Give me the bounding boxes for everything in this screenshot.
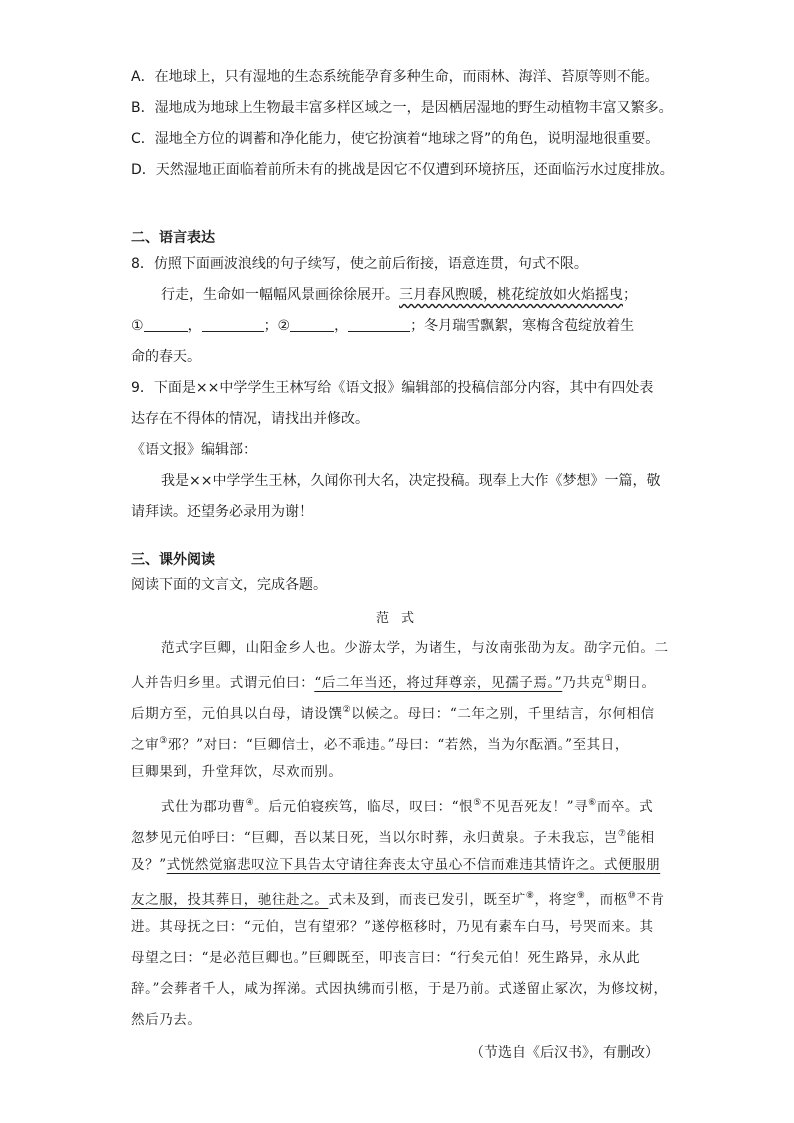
passage-p2-line8: 然后乃去。 bbox=[131, 1012, 202, 1028]
blank-comma-2: ， bbox=[334, 318, 349, 334]
text-segment: 不见吾死友！”寻 bbox=[481, 799, 589, 815]
text-segment: 。后元伯寝疾笃，临尽，叹曰：“恨 bbox=[254, 799, 474, 815]
blank-tail: ；冬月瑞雪飘絮，寒梅含苞绽放着生 bbox=[410, 318, 635, 334]
text-segment: 后期方至，元伯具以白母，请设馔 bbox=[131, 706, 343, 722]
passage-title: 范式 bbox=[375, 611, 426, 626]
footnote-marker-3: ③ bbox=[159, 736, 168, 746]
passage-p2-line2 bbox=[131, 823, 671, 849]
wavy-underlined-sentence: 三月春风煦暖，桃花绽放如火焰摇曳 bbox=[399, 287, 623, 303]
option-d: D．天然湿地正面临着前所未有的挑战是因它不仅遭到环境挤压，还面临污水过度排放。 bbox=[131, 162, 674, 178]
option-b: B．湿地成为地球上生物最丰富多样区域之一，是因栖居湿地的野生动植物丰富又繁多。 bbox=[131, 100, 673, 116]
underlined-sentence-3: 式便服朋 bbox=[603, 857, 661, 873]
text-segment: 能相 bbox=[626, 830, 655, 846]
text-segment: 之审 bbox=[131, 737, 160, 753]
footnote-marker-10: ⑩ bbox=[627, 891, 637, 901]
text-segment: 不肯 bbox=[636, 892, 665, 908]
text-segment: 忽梦见元伯呼曰：“巨卿，吾以某日死，当以尔时葬，永归黄泉。子未我忘，岂 bbox=[131, 830, 618, 846]
question-8-continued: 命的春天。 bbox=[131, 349, 201, 365]
text-segment: ，将窆 bbox=[534, 892, 577, 908]
question-9-stem-2: 达存在不得体的情况，请找出并修改。 bbox=[131, 411, 369, 427]
passage-p2-line1 bbox=[161, 792, 701, 818]
text-segment: 期日。 bbox=[613, 675, 656, 691]
passage-p1-line5: 巨卿果到，升堂拜饮，尽欢而别。 bbox=[131, 764, 343, 780]
letter-body-1: 我是××中学学生王林，久闻你刊大名，决定投稿。现奉上大作《梦想》一篇，敬 bbox=[161, 473, 661, 489]
blank-comma-1: ， bbox=[187, 318, 202, 334]
passage-p2-line7: 辞。”会葬者千人，咸为挥涕。式因执绋而引柩，于是乃前。式遂留止冢次，为修坟树， bbox=[131, 981, 668, 997]
text-segment: 及？” bbox=[131, 857, 167, 873]
reading-instructions: 阅读下面的文言文，完成各题。 bbox=[131, 577, 327, 593]
underlined-sentence-2: 式恍然觉寤悲叹泣下具告太守请往奔丧太守虽心不信而难违其情许之。 bbox=[166, 857, 604, 873]
example-punct: ； bbox=[623, 287, 637, 303]
answer-blank-1a[interactable] bbox=[144, 315, 188, 332]
text-segment: 人并告归乡里。式谓元伯曰： bbox=[131, 675, 315, 691]
passage-p1-line4 bbox=[131, 730, 671, 756]
text-segment: 式仕为郡功曹 bbox=[161, 799, 246, 815]
question-8-stem: 8．仿照下面画波浪线的句子续写，使之前后衔接，语意连贯，句式不限。 bbox=[131, 256, 588, 272]
footnote-marker-5: ⑤ bbox=[473, 798, 482, 808]
passage-p2-line3 bbox=[131, 854, 671, 876]
footnote-marker-9: ⑨ bbox=[576, 891, 586, 901]
question-8-example bbox=[161, 284, 701, 306]
footnote-marker-7: ⑦ bbox=[617, 829, 627, 839]
letter-salutation: 《语文报》编辑部： bbox=[131, 442, 257, 458]
example-lead: 行走，生命如一幅幅风景画徐徐展开。 bbox=[161, 287, 399, 303]
blank-marker-2: ；② bbox=[263, 318, 291, 334]
answer-blank-2b[interactable] bbox=[348, 315, 410, 332]
answer-blank-1b[interactable] bbox=[202, 315, 264, 332]
letter-body-2: 请拜读。还望务必录用为谢！ bbox=[131, 504, 313, 520]
text-segment: 乃共克 bbox=[562, 675, 605, 691]
underlined-sentence-1: “后二年当还，将过拜尊亲，见孺子焉。” bbox=[314, 675, 563, 691]
section-heading-language: 二、语言表达 bbox=[131, 230, 215, 246]
text-segment: ，而柩 bbox=[585, 892, 628, 908]
blank-marker-1: ① bbox=[131, 318, 144, 334]
text-segment: 邪？”对曰：“巨卿信士，必不乖违。”母曰：“若然，当为尔酝酒。”至其日， bbox=[167, 737, 629, 753]
footnote-marker-8: ⑧ bbox=[525, 891, 535, 901]
passage-p2-line5: 进。其母抚之曰：“元伯，岂有望邪？”遂停柩移时，乃见有素车白马，号哭而来。其 bbox=[131, 919, 654, 935]
option-a: A．在地球上，只有湿地的生态系统能孕育多种生命，而雨林、海洋、苔原等则不能。 bbox=[131, 69, 659, 85]
passage-p1-line3 bbox=[131, 699, 671, 725]
footnote-marker-2: ② bbox=[342, 705, 352, 715]
passage-p2-line4 bbox=[131, 885, 671, 911]
footnote-marker-4: ④ bbox=[245, 798, 255, 808]
section-heading-reading: 三、课外阅读 bbox=[131, 552, 215, 568]
footnote-marker-6: ⑥ bbox=[588, 798, 597, 808]
answer-blank-2a[interactable] bbox=[290, 315, 334, 332]
passage-p2-line6: 母望之曰：“是必范巨卿也。”巨卿既至，叩丧言曰：“行矣元伯！死生路异，永从此 bbox=[131, 950, 641, 966]
question-8-blanks bbox=[131, 315, 671, 337]
underlined-sentence-3-cont: 友之服，投其葬日，驰往赴之。 bbox=[131, 892, 329, 908]
passage-p1-line2 bbox=[131, 668, 671, 694]
text-segment: 以候之。母曰：“二年之别，千里结言，尔何相信 bbox=[351, 706, 655, 722]
text-segment: 而卒。式 bbox=[596, 799, 654, 815]
text-segment: 式未及到，而丧已发引，既至圹 bbox=[328, 892, 526, 908]
footnote-marker-1: ① bbox=[604, 674, 614, 684]
option-c: C．湿地全方位的调蓄和净化能力，使它扮演着“地球之肾”的角色，说明湿地很重要。 bbox=[131, 131, 660, 147]
passage-source: （节选自《后汉书》，有删改） bbox=[470, 1045, 659, 1061]
passage-p1-line1: 范式字巨卿，山阳金乡人也。少游太学，为诸生，与汝南张劭为友。劭字元伯。二 bbox=[161, 640, 669, 656]
question-9-stem-1: 9．下面是××中学学生王林写给《语文报》编辑部的投稿信部分内容，其中有四处表 bbox=[131, 380, 654, 396]
